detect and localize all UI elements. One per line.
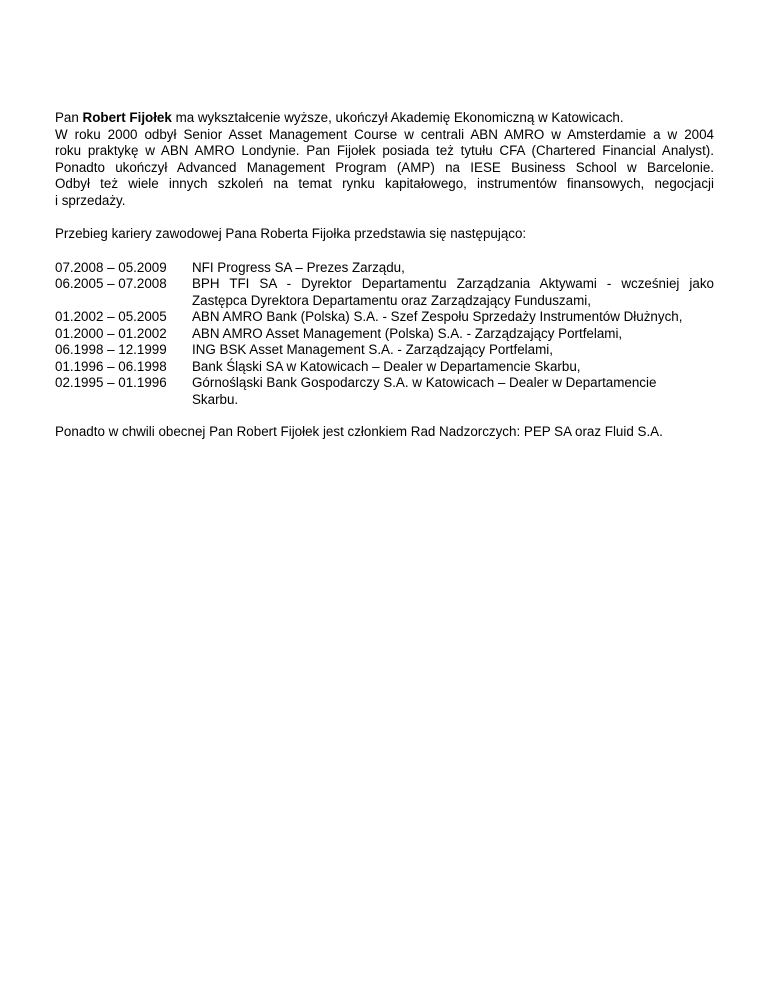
career-line: ABN AMRO Asset Management (Polska) S.A. - Zarządzający Portfelami, [192,325,623,341]
career-description [192,359,714,376]
person-name: Robert Fijołek [82,110,172,125]
career-line: Skarbu. [192,391,239,407]
intro-paragraph [55,110,714,209]
closing-paragraph: Ponadto w chwili obecnej Pan Robert Fijołek jest członkiem Rad Nadzorczych: PEP SA oraz Fluid S.A. [55,424,663,439]
career-line: Górnośląski Bank Gospodarczy S.A. w Katowicach – Dealer w Departamencie [192,375,657,390]
career-dates: 07.2008 – 05.2009 [55,259,167,275]
career-line: ING BSK Asset Management S.A. - Zarządzający Portfelami, [192,342,553,357]
career-dates: 06.1998 – 12.1999 [55,342,167,357]
intro-suffix: ma wykształcenie wyższe, ukończył Akademię Ekonomiczną w Katowicach. [171,110,624,125]
career-heading: Przebieg kariery zawodowej Pana Roberta Fijołka przedstawia się następująco: [55,226,527,241]
intro-line-6: i sprzedaży. [55,192,126,208]
career-line: Bank Śląski SA w Katowicach – Dealer w Departamencie Skarbu, [192,358,581,374]
career-entry [55,309,714,326]
intro-line-2: W roku 2000 odbył Senior Asset Management Course w centrali ABN AMRO w Amsterdamie a w 2004 [55,126,714,142]
career-dates: 01.2002 – 05.2005 [55,309,167,324]
intro-line-3: roku praktykę w ABN AMRO Londynie. Pan Fijołek posiada też tytułu CFA (Chartered Financial Analyst). [55,143,714,158]
career-dates: 01.2000 – 01.2002 [55,325,167,341]
career-line: Zastępca Dyrektora Departamentu oraz Zarządzający Funduszami, [192,292,591,308]
career-entry [55,326,714,343]
intro-line-1 [55,110,714,127]
career-description [192,375,714,408]
intro-prefix: Pan [55,110,83,125]
career-entry [55,276,714,309]
career-dates: 06.2005 – 07.2008 [55,276,167,291]
career-entry [55,375,714,408]
career-description [192,342,714,359]
intro-line-4: Ponadto ukończył Advanced Management Program (AMP) na IESE Business School w Barcelonie. [55,159,714,175]
career-dates: 02.1995 – 01.1996 [55,375,167,390]
career-description [192,276,714,309]
career-line: BPH TFI SA - Dyrektor Departamentu Zarządzania Aktywami - wcześniej jako [192,276,714,291]
intro-line-5: Odbył też wiele innych szkoleń na temat rynku kapitałowego, instrumentów finansowych, negocjacji [55,176,714,191]
career-entry [55,260,714,277]
career-description [192,309,714,326]
career-entry [55,359,714,376]
career-description [192,260,714,277]
career-line: NFI Progress SA – Prezes Zarządu, [192,259,405,275]
career-dates: 01.1996 – 06.1998 [55,358,167,374]
document-body [55,110,714,458]
career-entry [55,342,714,359]
career-line: ABN AMRO Bank (Polska) S.A. - Szef Zespołu Sprzedaży Instrumentów Dłużnych, [192,309,683,324]
career-list [55,260,714,409]
career-description [192,326,714,343]
